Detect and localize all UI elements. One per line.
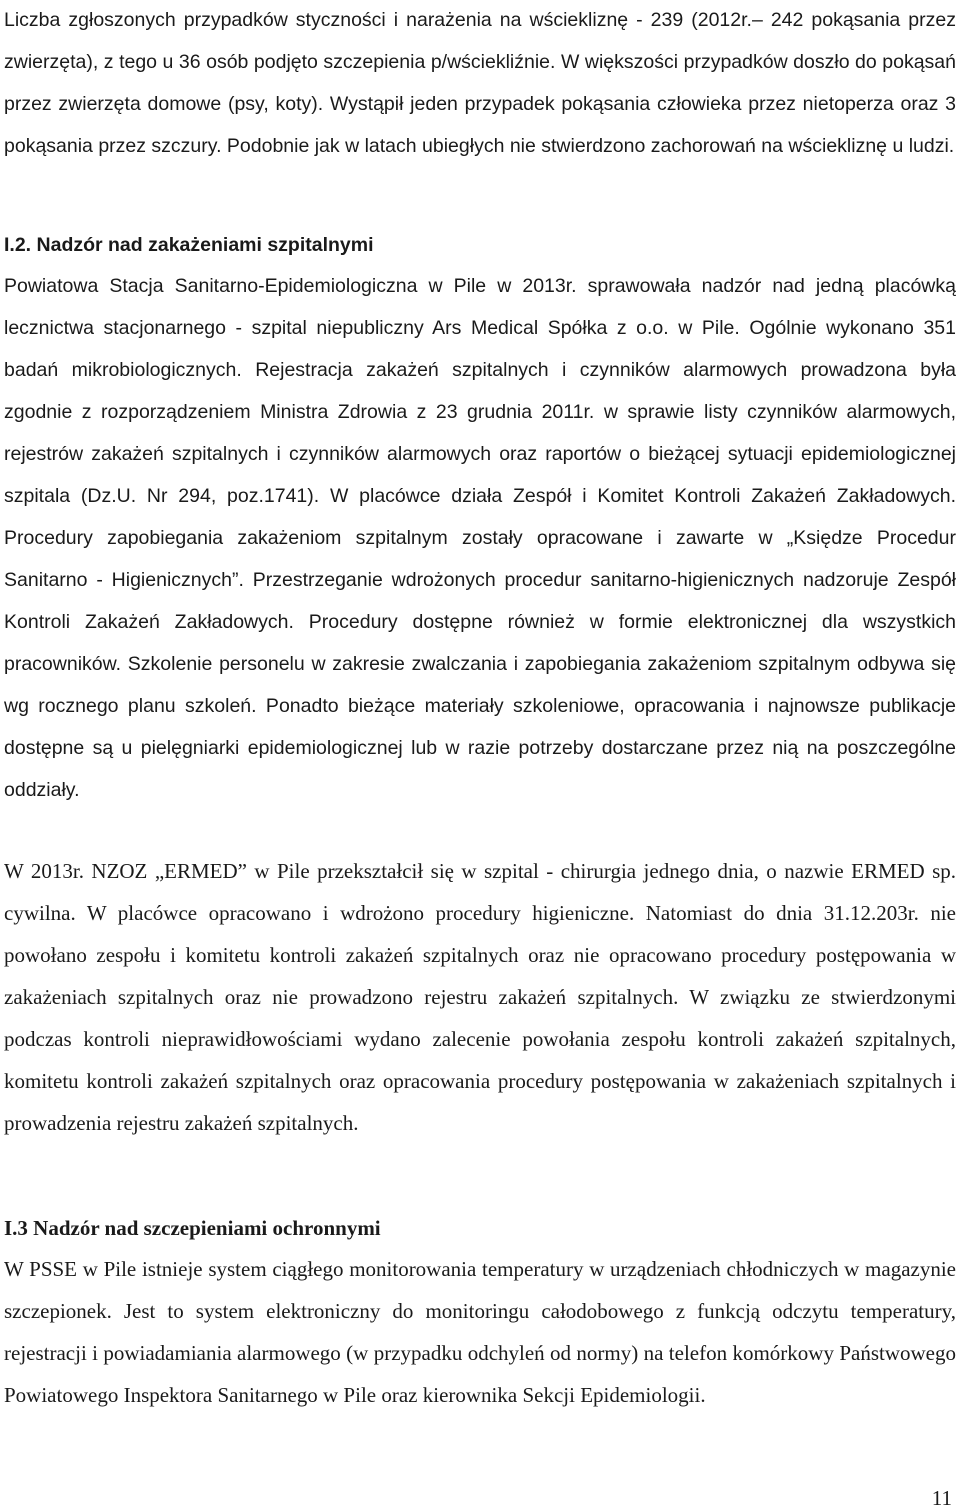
page-number: 11 — [931, 1486, 952, 1510]
paragraph-rabies: Liczba zgłoszonych przypadków styczności i narażenia na wściekliznę - 239 (2012r.– 242 pokąsania przez zwierzęta), z tego u 36 osób podjęto szczepienia p/wściekliźnie. W większości przypadków doszło do pokąsań przez zwierzęta domowe (psy, koty). Wystąpił jeden przypadek pokąsania człowieka przez nietoperza oraz 3 pokąsania przez szczury. Podobnie jak w latach ubiegłych nie stwierdzono zachorowań na wściekliznę u ludzi. — [4, 9, 956, 157]
section-heading-hospital-infections: I.2. Nadzór nad zakażeniami szpitalnymi — [4, 234, 374, 256]
paragraph-ermed: W 2013r. NZOZ „ERMED” w Pile przekształcił się w szpital - chirurgia jednego dnia, o nazwie ERMED sp. cywilna. W placówce opracowano i wdrożono procedury higieniczne. Natomiast do dnia 31.12.203r. nie powołano zespołu i komitetu kontroli zakażeń szpitalnych oraz nie opracowano procedury postępowania w zakażeniach szpitalnych oraz nie prowadzono rejestru zakażeń szpitalnych. W związku ze stwierdzonymi podczas kontroli nieprawidłowościami wydano zalecenie powołania zespołu kontroli zakażeń szpitalnych, komitetu kontroli zakażeń szpitalnych oraz opracowania procedury postępowania w zakażeniach szpitalnych i prowadzenia rejestru zakażeń szpitalnych. — [4, 859, 956, 1135]
paragraph-hospital-supervision: Powiatowa Stacja Sanitarno-Epidemiologiczna w Pile w 2013r. sprawowała nadzór nad jedną placówką lecznictwa stacjonarnego - szpital niepubliczny Ars Medical Spółka z o.o. w Pile. Ogólnie wykonano 351 badań mikrobiologicznych. Rejestracja zakażeń szpitalnych i czynników alarmowych prowadzona była zgodnie z rozporządzeniem Ministra Zdrowia z 23 grudnia 2011r. w sprawie listy czynników alarmowych, rejestrów zakażeń szpitalnych i czynników alarmowych oraz raportów o bieżącej sytuacji epidemiologicznej szpitala (Dz.U. Nr 294, poz.1741). W placówce działa Zespół i Komitet Kontroli Zakażeń Zakładowych. Procedury zapobiegania zakażeniom szpitalnym zostały opracowane i zawarte w „Księdze Procedur Sanitarno - Higienicznych”. Przestrzeganie wdrożonych procedur sanitarno-higienicznych nadzoruje Zespół Kontroli Zakażeń Zakładowych. Procedury dostępne również w formie elektronicznej dla wszystkich pracowników. Szkolenie personelu w zakresie zwalczania i zapobiegania zakażeniom szpitalnym odbywa się wg rocznego planu szkoleń. Ponadto bieżące materiały szkoleniowe, opracowania i najnowsze publikacje dostępne są u pielęgniarki epidemiologicznej lub w razie potrzeby dostarczane przez nią na poszczególne oddziały. — [4, 275, 956, 801]
section-heading-vaccinations: I.3 Nadzór nad szczepieniami ochronnymi — [4, 1216, 381, 1240]
paragraph-vaccine-storage: W PSSE w Pile istnieje system ciągłego monitorowania temperatury w urządzeniach chłodniczych w magazynie szczepionek. Jest to system elektroniczny do monitoringu całodobowego z funkcją odczytu temperatury, rejestracji i powiadamiania alarmowego (w przypadku odchyleń od normy) na telefon komórkowy Państwowego Powiatowego Inspektora Sanitarnego w Pile oraz kierownika Sekcji Epidemiologii. — [4, 1257, 956, 1407]
